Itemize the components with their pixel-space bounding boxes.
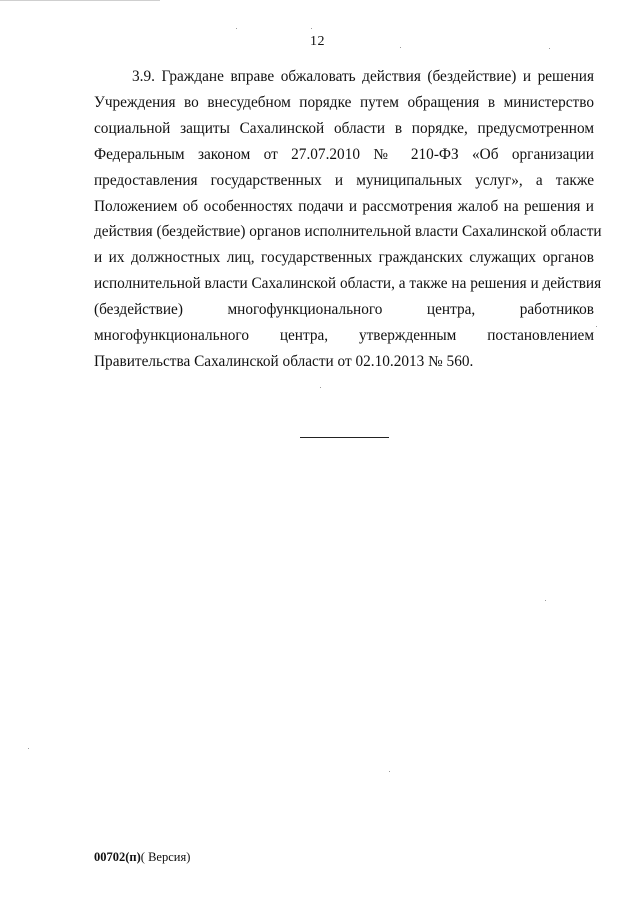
scan-speck xyxy=(545,600,546,601)
scan-speck xyxy=(549,48,550,49)
document-version: ( Версия) xyxy=(140,850,191,864)
scan-speck xyxy=(596,326,597,327)
paragraph-line: исполнительной власти Сахалинской области, а также на решения и действия xyxy=(94,275,602,293)
scan-speck xyxy=(389,771,390,772)
page-number: 12 xyxy=(310,34,325,49)
paragraph-line: многофункционального центра, утвержденным постановлением xyxy=(94,327,594,345)
paragraph-line: 3.9. Граждане вправе обжаловать действия (бездействие) и решения xyxy=(132,68,594,85)
paragraph-line: Положением об особенностях подачи и рассмотрения жалоб на решения и xyxy=(94,197,594,215)
scan-speck xyxy=(236,28,237,29)
scan-speck xyxy=(311,28,312,29)
document-code xyxy=(94,850,190,865)
paragraph-line: действия (бездействие) органов исполнительной власти Сахалинской области xyxy=(94,223,602,241)
paragraph-3-9 xyxy=(94,64,602,375)
paragraph-line: и их должностных лиц, государственных гражданских служащих органов xyxy=(94,249,594,267)
paragraph-line: предоставления государственных и муниципальных услуг», а также xyxy=(94,171,594,189)
document-code-number: 00702(п) xyxy=(94,850,141,864)
paragraph-line: Федеральным законом от 27.07.2010 № 210-ФЗ «Об организации xyxy=(94,145,594,163)
scan-speck xyxy=(320,387,321,388)
paragraph-line: Учреждения во внесудебном порядке путем обращения в министерство xyxy=(94,93,594,111)
scan-edge-line xyxy=(0,0,160,1)
scan-speck xyxy=(400,47,401,48)
paragraph-line: Правительства Сахалинской области от 02.10.2013 № 560. xyxy=(94,352,474,370)
paragraph-line: (бездействие) многофункционального центра, работников xyxy=(94,301,594,319)
end-divider xyxy=(300,437,389,438)
paragraph-line: социальной защиты Сахалинской области в порядке, предусмотренном xyxy=(94,119,594,137)
scan-speck xyxy=(28,748,29,749)
